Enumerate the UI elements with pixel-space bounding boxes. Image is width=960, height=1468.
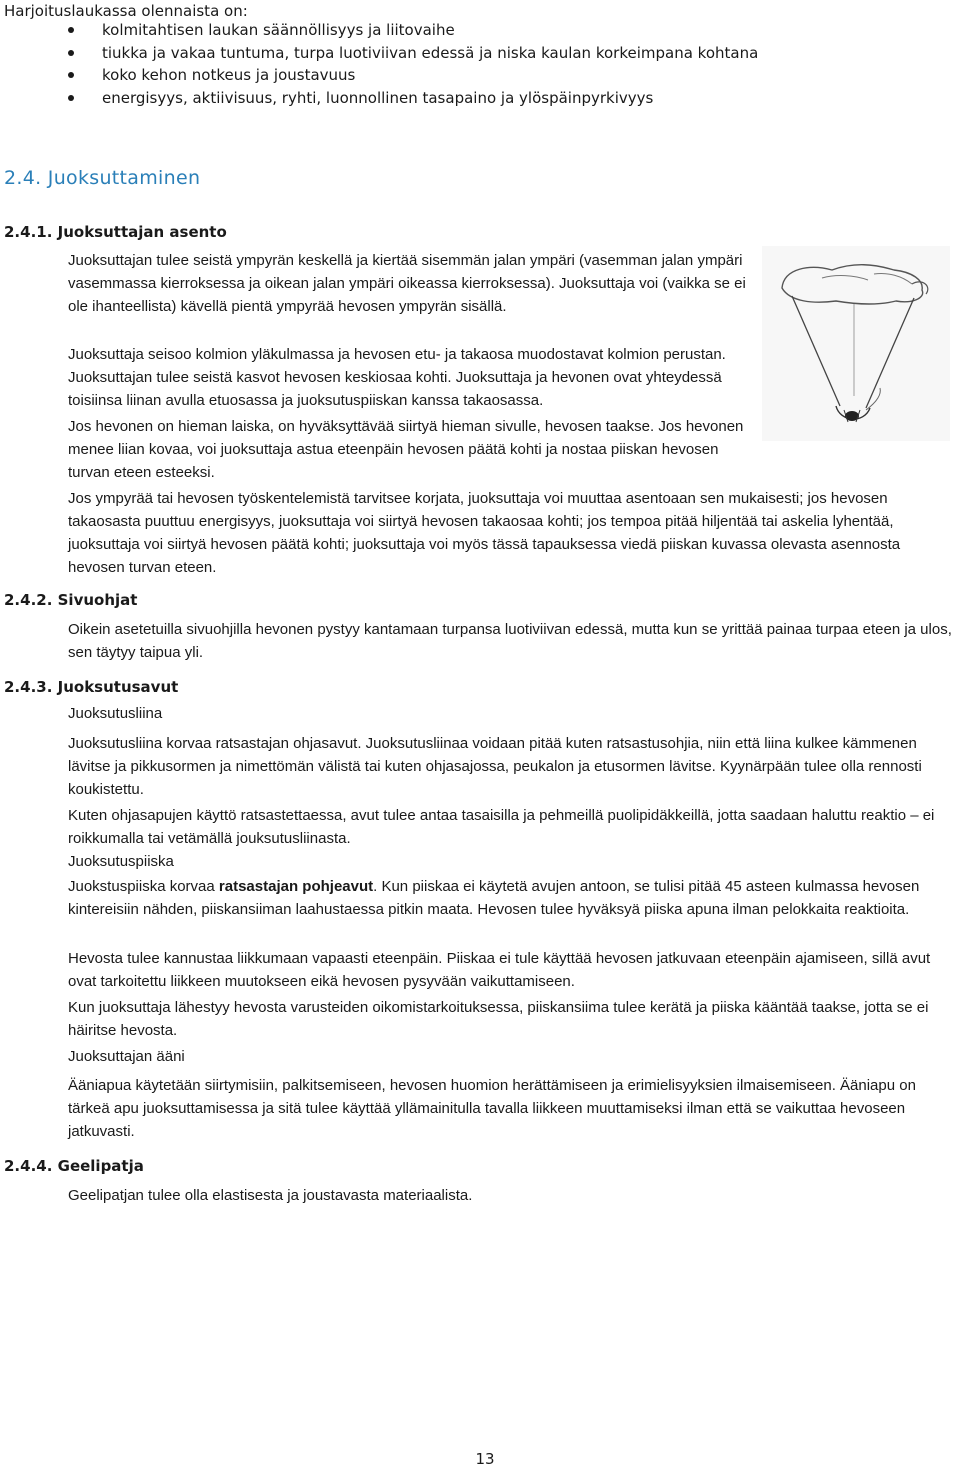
list-item: kolmitahtisen laukan säännöllisyys ja liitovaihe bbox=[68, 19, 758, 42]
paragraph: Oikein asetetuilla sivuohjilla hevonen pystyy kantamaan turpansa luotiviivan edessä, mutta kun se yrittää painaa turpaa eteen ja ulos, sen täytyy taipua yli. bbox=[68, 621, 952, 661]
bullet-icon bbox=[68, 95, 74, 101]
bullet-icon bbox=[68, 72, 74, 78]
paragraph: Juoksutusliina korvaa ratsastajan ohjasavut. Juoksutusliinaa voidaan pitää kuten ratsastusohjia, niin että liina kulkee kämmenen lävitse ja pikkusormen ja nimettömän välistä tai kuten ohjasajossa, peukalon ja etusormen lävitse. Kyynärpään tulee olla rennosti koukistettu. bbox=[68, 735, 922, 798]
paragraph: Juoksuttajan tulee seistä ympyrän keskellä ja kiertää sisemmän jalan ympäri (vasemman jalan ympäri vasemmassa kierroksessa ja oikean jalan ympäri oikeassa kierroksessa). Juoksuttaja voi (vaikka se ei ole ihanteellista) kävellä pientä ympyrää hevosen ympyrän sisällä. bbox=[68, 252, 746, 315]
paragraph: Jos hevonen on hieman laiska, on hyväksyttävää siirtyä hieman sivulle, hevosen taakse. Jos hevonen menee liian kovaa, voi juoksuttaja astua eteenpäin hevosen päätä kohti ja nostaa piiskan hevosen turvan eteen esteeksi. bbox=[68, 418, 744, 481]
subheading: Juoksutusliina bbox=[68, 705, 163, 722]
page-number: 13 bbox=[475, 1450, 495, 1468]
paragraph: Juokstuspiiska korvaa ratsastajan pohjeavut. Kun piiskaa ei käytetä avujen antoon, se tulisi pitää 45 asteen kulmassa hevosen kintereisiin nähden, piiskansiiman laahustaessa pitkin maata. Hevosen tulee hyväksyä piiska apuna ilman pelokkaita reaktioita. bbox=[68, 878, 920, 918]
list-item: energisyys, aktiivisuus, ryhti, luonnollinen tasapaino ja ylöspäinpyrkivyys bbox=[68, 87, 758, 110]
subheading: Juoksutuspiiska bbox=[68, 853, 174, 870]
bullet-list bbox=[68, 19, 758, 109]
heading-geelipatja: 2.4.4. Geelipatja bbox=[4, 1157, 144, 1175]
bullet-icon bbox=[68, 50, 74, 56]
paragraph: Juoksuttaja seisoo kolmion yläkulmassa ja hevosen etu- ja takaosa muodostavat kolmion perustan. Juoksuttajan tulee seistä kasvot hevosen keskiosaa kohti. Juoksuttaja ja hevonen ovat yhteydessä toisiinsa liinan avulla etuosassa ja juoksutuspiiskan kanssa takaosassa. bbox=[68, 346, 726, 409]
paragraph: Geelipatjan tulee olla elastisesta ja joustavasta materiaalista. bbox=[68, 1187, 473, 1204]
paragraph: Ääniapua käytetään siirtymisiin, palkitsemiseen, hevosen huomion herättämiseen ja erimielisyyksien ilmaisemiseen. Ääniapu on tärkeä apu juoksuttamisessa ja sitä tulee käyttää yllämainitulla tavalla liikkeen muuttamiseksi ilman että se vaikuttaa hevoseen jatkuvasti. bbox=[68, 1077, 916, 1140]
paragraph: Kuten ohjasapujen käyttö ratsastettaessa, avut tulee antaa tasaisilla ja pehmeillä puolipidäkkeillä, jotta saadaan haluttu reaktio – ei roikkumalla tai vetämällä jouksutusliinasta. bbox=[68, 807, 935, 847]
paragraph: Kun juoksuttaja lähestyy hevosta varusteiden oikomistarkoituksessa, piiskansiima tulee kerätä ja piiska kääntää taakse, jotta se ei häiritse hevosta. bbox=[68, 999, 929, 1039]
paragraph: Hevosta tulee kannustaa liikkumaan vapaasti eteenpäin. Piiskaa ei tule käyttää hevosen jatkuvaan eteenpäin ajamiseen, sillä avut ovat tarkoitettu liikkeen muutokseen eikä hevosen pysyvään vaikuttamiseen. bbox=[68, 950, 931, 990]
intro-text: Harjoituslaukassa olennaista on: bbox=[4, 2, 248, 20]
bullet-icon bbox=[68, 27, 74, 33]
lunging-diagram-icon bbox=[762, 246, 950, 441]
list-item: koko kehon notkeus ja joustavuus bbox=[68, 64, 758, 87]
subheading: Juoksuttajan ääni bbox=[68, 1048, 185, 1065]
list-item: tiukka ja vakaa tuntuma, turpa luotiviivan edessä ja niska kaulan korkeimpana kohtana bbox=[68, 42, 758, 65]
section-title: 2.4. Juoksuttaminen bbox=[4, 167, 201, 189]
heading-asento: 2.4.1. Juoksuttajan asento bbox=[4, 223, 227, 241]
paragraph: Jos ympyrää tai hevosen työskentelemistä tarvitsee korjata, juoksuttaja voi muuttaa asentoaan sen mukaisesti; jos hevosen takaosasta puuttuu energisyys, juoksuttaja voi siirtyä hevosen takaosaa kohti; jos tempoa pitää hiljentää tai askelia lyhentää, juoksuttaja voi siirtyä hevosen päätä kohti; juoksuttaja voi myös tässä tapauksessa viedä piiskan kuvassa olevasta asennosta hevosen turvan eteen. bbox=[68, 490, 901, 576]
heading-juoksutusavut: 2.4.3. Juoksutusavut bbox=[4, 678, 179, 696]
heading-sivuohjat: 2.4.2. Sivuohjat bbox=[4, 591, 138, 609]
